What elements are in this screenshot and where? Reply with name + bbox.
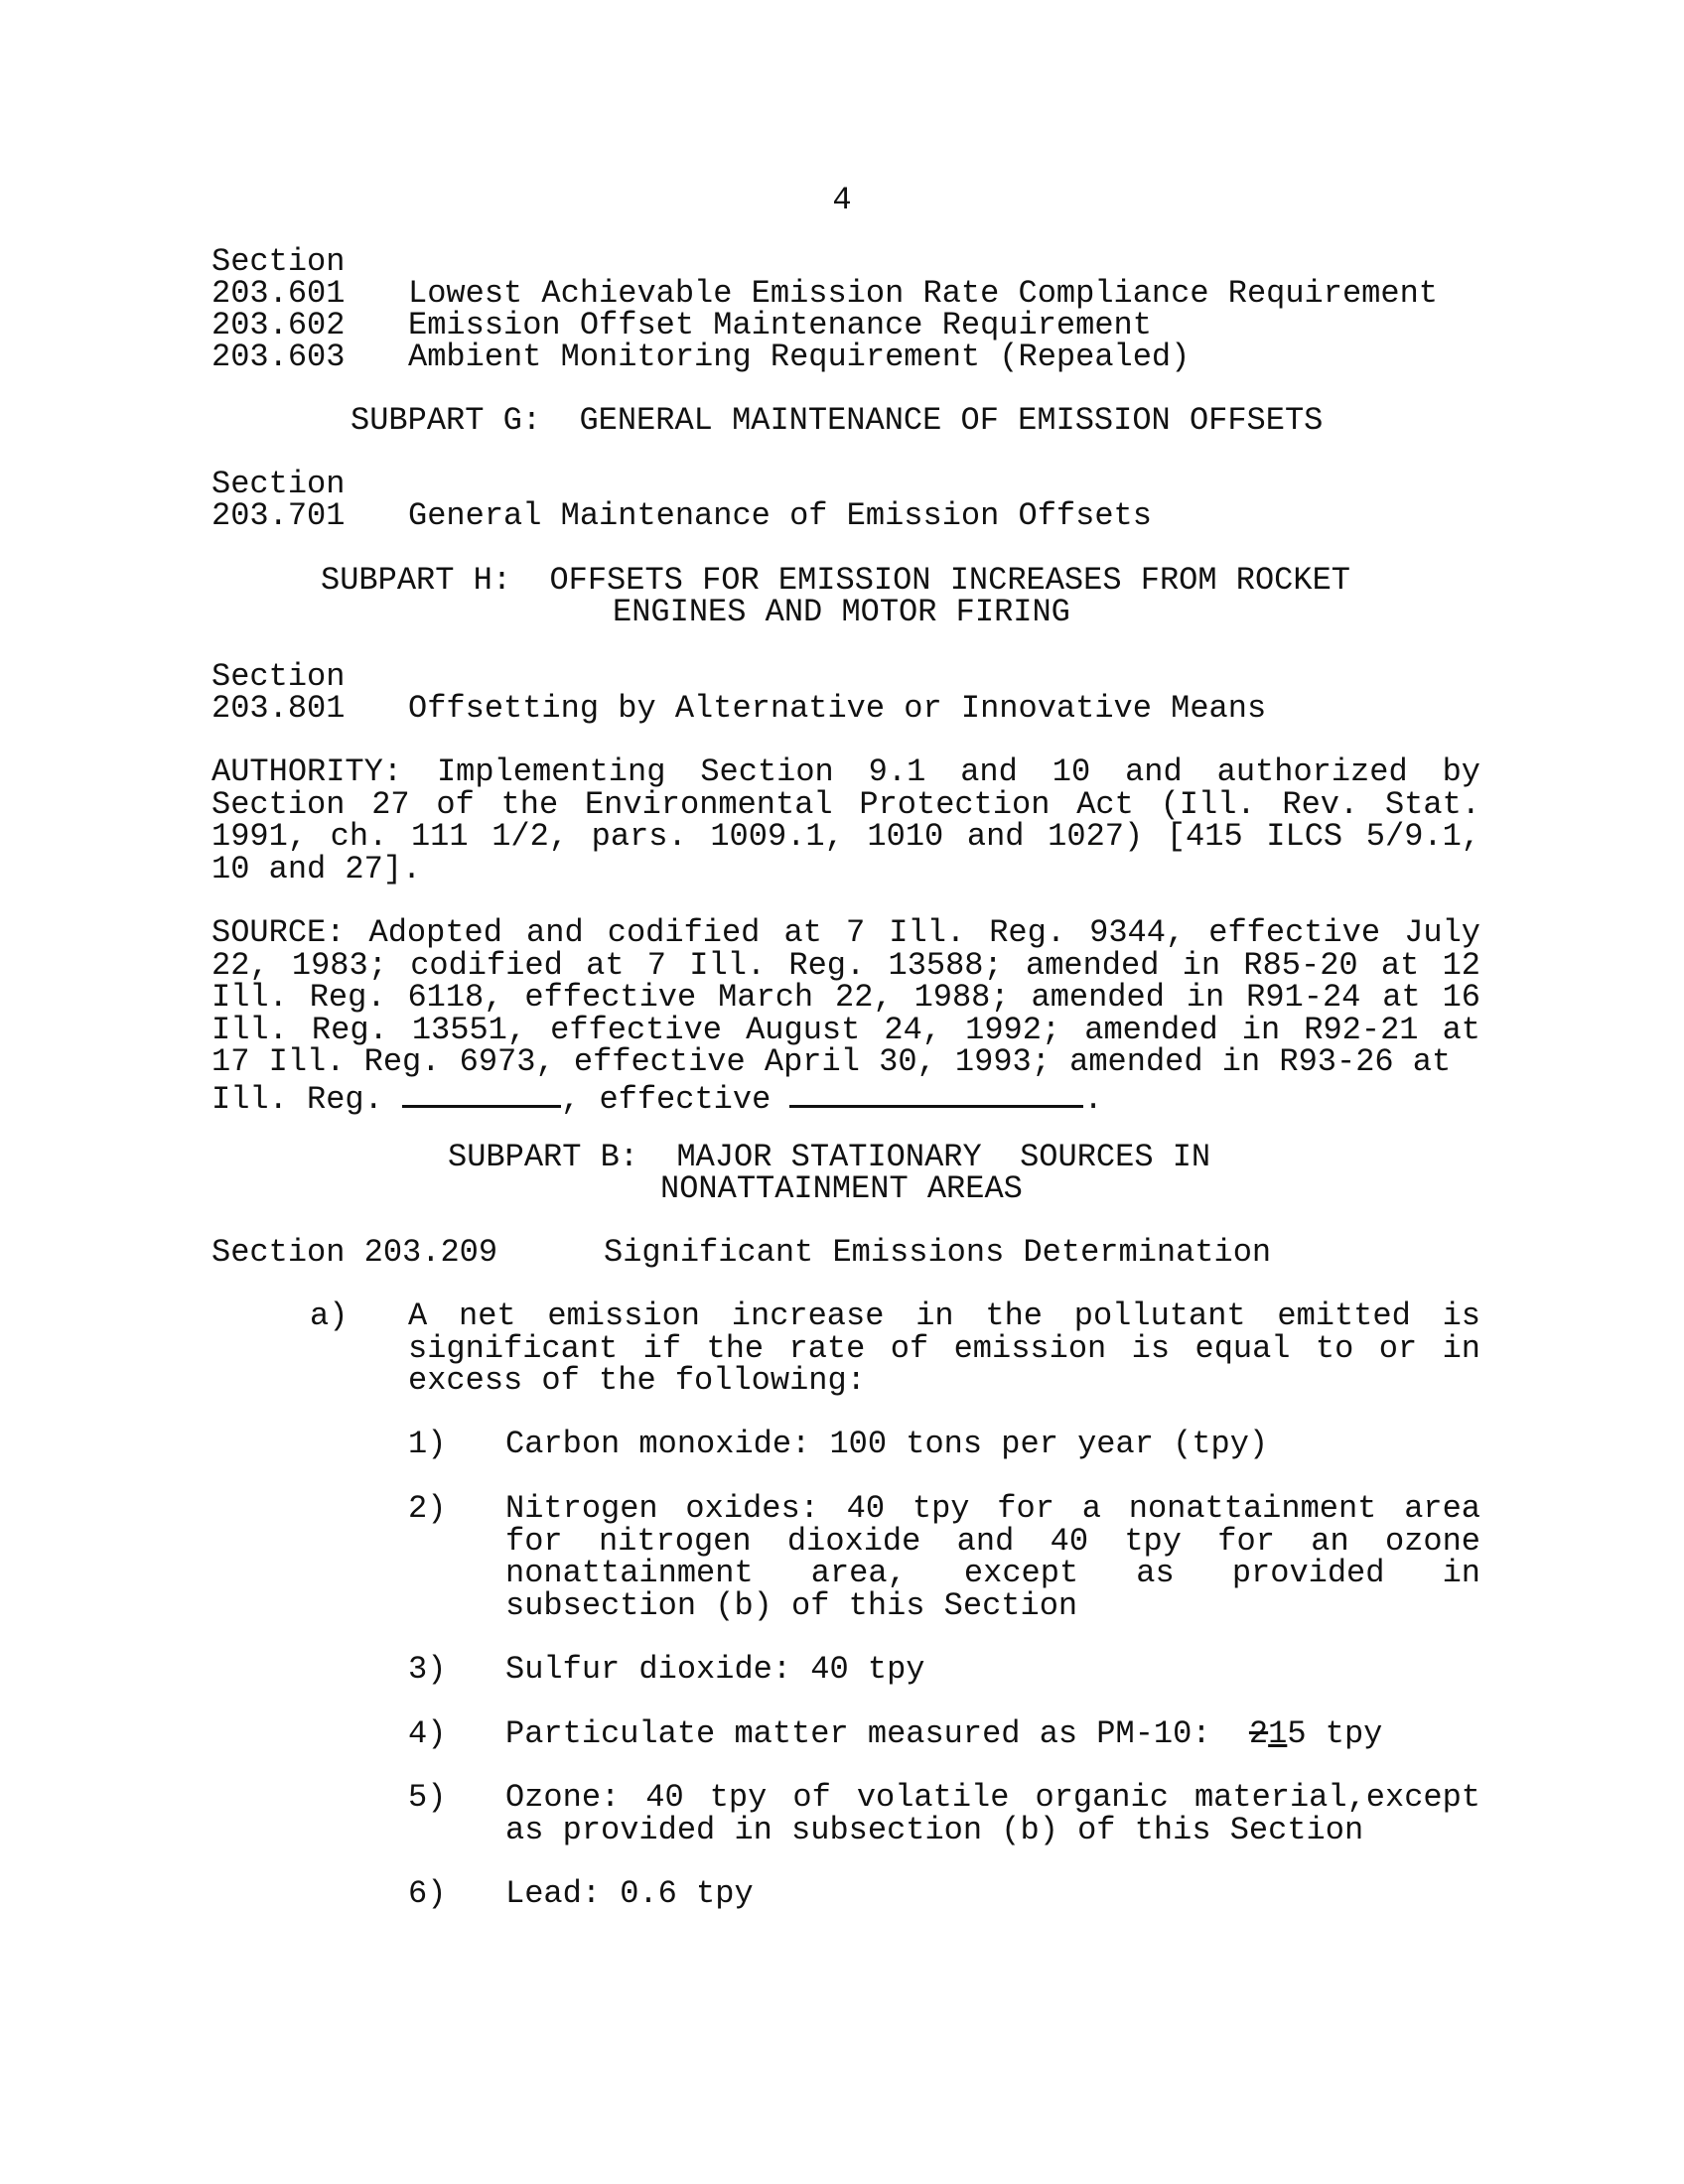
subpart-b-title-line1: SUBPART B: MAJOR STATIONARY SOURCES IN <box>448 1139 1211 1175</box>
list-item-text <box>505 1715 1480 1752</box>
inserted-value: 1 <box>1268 1715 1288 1752</box>
subpart-b-title-line2: NONATTAINMENT AREAS <box>660 1170 1023 1207</box>
toc-section-number: 203.601 <box>211 275 346 312</box>
toc-section-number: 203.603 <box>211 339 346 375</box>
subpart-h-title-line1: SUBPART H: OFFSETS FOR EMISSION INCREASES FROM ROCKET <box>321 562 1350 599</box>
subsection-marker: a) <box>310 1297 349 1334</box>
toc-section-number: 203.602 <box>211 307 346 343</box>
toc-section-number: 203.801 <box>211 690 346 727</box>
subpart-h-section-heading: Section <box>211 658 346 695</box>
list-item-marker: 2) <box>408 1490 447 1527</box>
source-note-text: SOURCE: Adopted and codified at 7 Ill. Reg. 9344, effective July 22, 1983; codified at 7 Ill. Reg. 13588; amended in R85-20 at 12 Ill. Reg. 6118, effective March 22, 1988; amended in R91-24 at 16 Ill. Reg. 13551, effective August 24, 1992; amended in R92-21 at 17 Ill. Reg. 6973, effective April 30, 1993; amended in R93-26 at <box>211 914 1480 1080</box>
list-item-text: Nitrogen oxides: 40 tpy for a nonattainment area for nitrogen dioxide and 40 tpy for an ozone nonattainment area, except as provided in subsection (b) of this Section <box>505 1490 1480 1624</box>
source-note <box>211 914 1480 1118</box>
authority-note: AUTHORITY: Implementing Section 9.1 and 10 and authorized by Section 27 of the Environmental Protection Act (Ill. Rev. Stat. 1991, ch. 111 1/2, pars. 1009.1, 1010 and 1027) [415 ILCS 5/9.1, 10 and 27]. <box>211 753 1480 887</box>
toc-section-title: Ambient Monitoring Requirement (Repealed) <box>408 339 1191 375</box>
source-reg-prefix: Ill. Reg. <box>211 1080 383 1118</box>
toc-section-title: Emission Offset Maintenance Requirement <box>408 307 1152 343</box>
page-number: 4 <box>832 182 852 218</box>
list-item-marker: 6) <box>408 1875 447 1912</box>
toc-section-title: General Maintenance of Emission Offsets <box>408 497 1152 534</box>
list-item-marker: 3) <box>408 1651 447 1688</box>
section-title: Significant Emissions Determination <box>604 1234 1272 1271</box>
section-label: Section 203.209 <box>211 1234 498 1271</box>
list-item-marker: 5) <box>408 1779 447 1816</box>
subsection-text: A net emission increase in the pollutant emitted is significant if the rate of emission is equal to or in excess of the following: <box>408 1297 1480 1399</box>
toc-section-title: Lowest Achievable Emission Rate Compliance Requirement <box>408 275 1438 312</box>
list-item-text: Carbon monoxide: 100 tons per year (tpy) <box>505 1426 1269 1462</box>
toc-section-title: Offsetting by Alternative or Innovative Means <box>408 690 1267 727</box>
source-end-period: . <box>1083 1080 1103 1118</box>
pm10-unit: 5 tpy <box>1287 1715 1383 1752</box>
list-item-text: Sulfur dioxide: 40 tpy <box>505 1651 925 1688</box>
source-effective-label: , effective <box>561 1080 772 1118</box>
list-item-marker: 1) <box>408 1426 447 1462</box>
subpart-g-title: SUBPART G: GENERAL MAINTENANCE OF EMISSION OFFSETS <box>351 402 1324 439</box>
subpart-h-title-line2: ENGINES AND MOTOR FIRING <box>613 594 1070 630</box>
toc-section-number: 203.701 <box>211 497 346 534</box>
toc-heading: Section <box>211 243 346 280</box>
subpart-g-section-heading: Section <box>211 466 346 502</box>
list-item-marker: 4) <box>408 1715 447 1752</box>
source-reg-blank <box>402 1079 561 1108</box>
struck-value: 2 <box>1248 1715 1269 1752</box>
list-item-text: Lead: 0.6 tpy <box>505 1875 754 1912</box>
source-date-blank <box>789 1079 1083 1108</box>
pm10-label: Particulate matter measured as PM-10: <box>505 1715 1249 1752</box>
list-item-text: Ozone: 40 tpy of volatile organic material,except as provided in subsection (b) of this Section <box>505 1779 1480 1848</box>
